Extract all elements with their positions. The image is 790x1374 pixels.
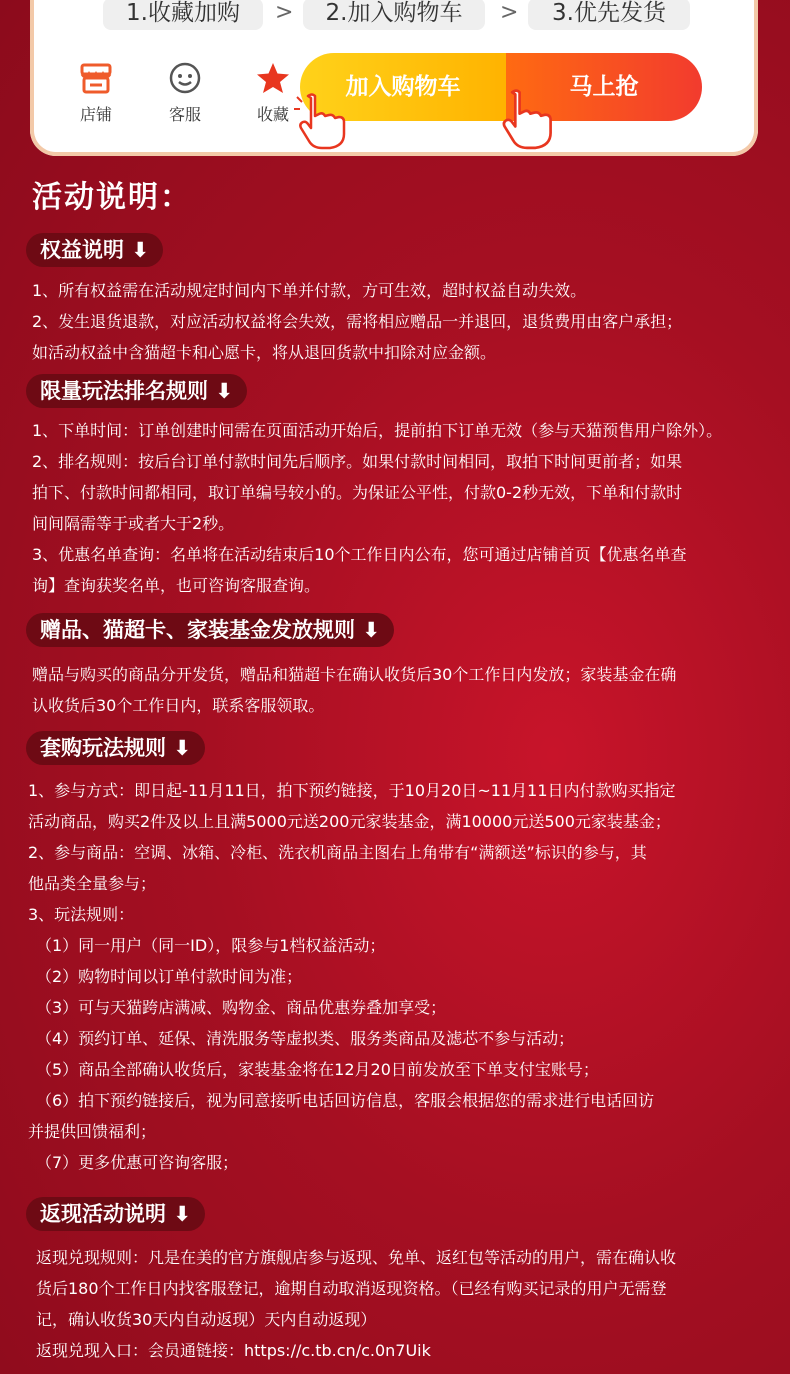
section-title: 返现活动说明 <box>40 1202 166 1226</box>
section-header-ranking <box>26 374 247 408</box>
section-title: 套购玩法规则 <box>40 736 166 760</box>
text-line: 询】查询获奖名单，也可咨询客服查询。 <box>32 576 321 595</box>
text-line: 并提供回馈福利； <box>28 1122 157 1141</box>
text-line: （3）可与天猫跨店满减、购物金、商品优惠券叠加享受； <box>36 998 447 1017</box>
text-line: 赠品与购买的商品分开发货，赠品和猫超卡在确认收货后30个工作日内发放；家装基金在确 <box>32 665 677 684</box>
text-line: 记，确认收货30天内自动返现）天内自动返现） <box>36 1310 377 1329</box>
text-line: 间间隔需等于或者大于2秒。 <box>32 514 235 533</box>
page-title: 活动说明： <box>32 180 192 215</box>
section-header-bundle <box>26 731 205 765</box>
text-line: 货后180个工作日内找客服登记，逾期自动取消返现资格。（已经有购买记录的用户无需登 <box>36 1279 667 1298</box>
text-line: 3、玩法规则： <box>28 905 135 924</box>
gifts-text <box>32 659 676 721</box>
section-title: 赠品、猫超卡、家装基金发放规则 <box>40 618 355 642</box>
benefits-text <box>32 275 682 368</box>
text-line: 2、参与商品：空调、冰箱、冷柜、洗衣机商品主图右上角带有“满额送”标识的参与，其 <box>28 843 647 862</box>
step-3-label: 3.优先发货 <box>552 0 666 26</box>
hand-pointer-icon <box>497 88 555 150</box>
star-icon <box>243 60 303 96</box>
shop-button[interactable] <box>66 60 126 125</box>
text-line: 3、优惠名单查询：名单将在活动结束后10个工作日内公布，您可通过店铺首页【优惠名单查 <box>32 545 687 564</box>
step-1-label: 1.收藏加购 <box>126 0 240 26</box>
text-line: 1、下单时间：订单创建时间需在页面活动开始后，提前拍下订单无效（参与天猫预售用户除外）。 <box>32 421 723 440</box>
step-arrow-1: > <box>275 0 294 25</box>
add-to-cart-button[interactable]: 加入购物车 <box>300 53 506 121</box>
step-1 <box>103 0 263 30</box>
buy-now-button[interactable]: 马上抢 <box>506 53 702 121</box>
step-arrow-2: > <box>500 0 519 25</box>
down-arrow-icon: ⬇ <box>173 736 191 760</box>
text-line: 如活动权益中含猫超卡和心愿卡，将从退回货款中扣除对应金额。 <box>32 343 497 362</box>
service-icon <box>155 60 215 96</box>
cashback-text <box>36 1242 676 1366</box>
text-line: 1、参与方式：即日起-11月11日，拍下预约链接，于10月20日~11月11日内付款购买指定 <box>28 781 676 800</box>
cashback-link[interactable]: 返现兑现入口：会员通链接：https://c.tb.cn/c.0n7Uik <box>36 1341 431 1360</box>
section-header-benefits <box>26 233 163 267</box>
section-title: 限量玩法排名规则 <box>40 379 208 403</box>
hand-pointer-icon <box>294 92 348 150</box>
text-line: （6）拍下预约链接后，视为同意接听电话回访信息，客服会根据您的需求进行电话回访 <box>36 1091 655 1110</box>
favorite-label: 收藏 <box>256 105 289 124</box>
section-title: 权益说明 <box>40 238 124 262</box>
down-arrow-icon: ⬇ <box>215 379 233 403</box>
service-button[interactable] <box>155 60 215 125</box>
text-line: （5）商品全部确认收货后，家装基金将在12月20日前发放至下单支付宝账号； <box>36 1060 599 1079</box>
bundle-text <box>28 775 676 1178</box>
text-line: （2）购物时间以订单付款时间为准； <box>36 967 303 986</box>
text-line: 返现兑现规则：凡是在美的官方旗舰店参与返现、免单、返红包等活动的用户，需在确认收 <box>36 1248 677 1267</box>
section-header-gifts <box>26 613 394 647</box>
down-arrow-icon: ⬇ <box>362 618 380 642</box>
text-line: （1）同一用户（同一ID），限参与1档权益活动； <box>36 936 386 955</box>
text-line: 2、发生退货退款，对应活动权益将会失效，需将相应赠品一并退回，退货费用由客户承担； <box>32 312 683 331</box>
down-arrow-icon: ⬇ <box>131 238 149 262</box>
text-line: 1、所有权益需在活动规定时间内下单并付款，方可生效，超时权益自动失效。 <box>32 281 587 300</box>
step-2 <box>303 0 485 30</box>
text-line: 活动商品，购买2件及以上且满5000元送200元家装基金，满10000元送500元家装基金； <box>28 812 671 831</box>
text-line: （7）更多优惠可咨询客服； <box>36 1153 239 1172</box>
shop-icon <box>66 60 126 96</box>
step-3 <box>528 0 690 30</box>
text-line: 2、排名规则：按后台订单付款时间先后顺序。如果付款时间相同，取拍下时间更前者；如果 <box>32 452 683 471</box>
text-line: 认收货后30个工作日内，联系客服领取。 <box>32 696 325 715</box>
text-line: 拍下、付款时间都相同，取订单编号较小的。为保证公平性，付款0-2秒无效，下单和付款时 <box>32 483 683 502</box>
down-arrow-icon: ⬇ <box>173 1202 191 1226</box>
ranking-text <box>32 415 722 601</box>
step-2-label: 2.加入购物车 <box>325 0 463 26</box>
service-label: 客服 <box>168 105 201 124</box>
section-header-cashback <box>26 1197 205 1231</box>
text-line: （4）预约订单、延保、清洗服务等虚拟类、服务类商品及滤芯不参与活动； <box>36 1029 575 1048</box>
shop-label: 店铺 <box>79 105 112 124</box>
text-line: 他品类全量参与； <box>28 874 157 893</box>
